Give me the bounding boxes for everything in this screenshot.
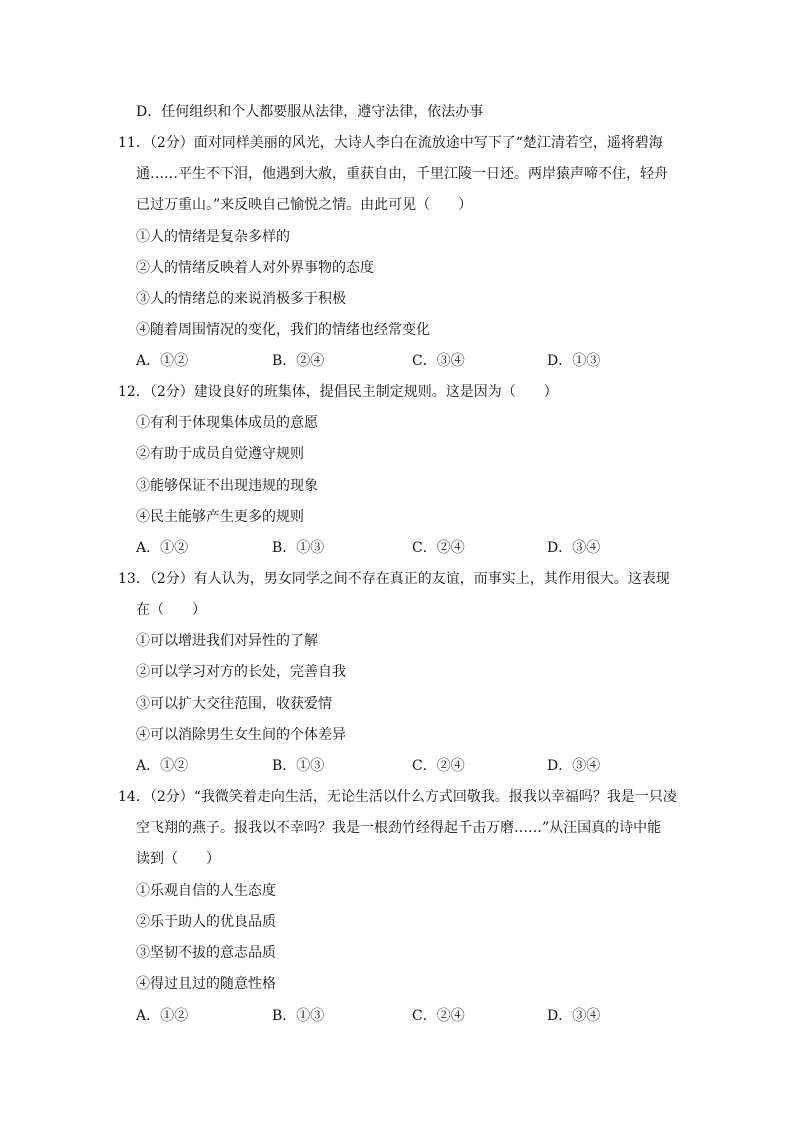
q11-option-d[interactable]: D．①③: [547, 353, 601, 369]
q12-statement-4: ④民主能够产生更多的规则: [136, 509, 304, 525]
q12-options: [136, 538, 696, 558]
q14-statement-2: ②乐于助人的优良品质: [136, 914, 276, 930]
q14-statement-4: ④得过且过的随意性格: [136, 976, 276, 992]
q14-option-d[interactable]: D．③④: [547, 1008, 601, 1024]
q13-stem-line-2: 在（ ）: [136, 602, 206, 618]
q12-statement-3: ③能够保证不出现违规的现象: [136, 478, 318, 494]
q14-option-b[interactable]: B．①③: [272, 1008, 325, 1024]
q12-statement-2: ②有助于成员自觉遵守规则: [136, 446, 304, 462]
q11-option-c[interactable]: C．③④: [412, 353, 465, 369]
q14-option-a[interactable]: A．①②: [136, 1008, 189, 1024]
q12-option-d[interactable]: D．③④: [547, 540, 601, 556]
q13-statement-1: ①可以增进我们对异性的了解: [136, 633, 318, 649]
q12-option-c[interactable]: C．②④: [412, 540, 465, 556]
q14-statement-3: ③坚韧不拔的意志品质: [136, 945, 276, 961]
q11-stem-line-3: 已过万重山。”来反映自己愉悦之情。由此可见（ ）: [136, 197, 473, 213]
q12-stem-line-1: 12．（2分）建设良好的班集体，提倡民主制定规则。这是因为（ ）: [118, 384, 558, 400]
q13-stem-line-1: 13．（2分）有人认为，男女同学之间不存在真正的友谊，而事实上，其作用很大。这表现: [118, 571, 670, 587]
q12-option-b[interactable]: B．①③: [272, 540, 325, 556]
q14-statement-1: ①乐观自信的人生态度: [136, 883, 276, 899]
q13-option-d[interactable]: D．③④: [547, 758, 601, 774]
q11-statement-2: ②人的情绪反映着人对外界事物的态度: [136, 260, 374, 276]
q14-stem-line-1: 14．（2分）“我微笑着走向生活，无论生活以什么方式回敬我。报我以幸福吗？我是一只凌: [118, 789, 677, 805]
q14-options: [136, 1006, 696, 1026]
q11-statement-3: ③人的情绪总的来说消极多于积极: [136, 291, 346, 307]
q13-statement-4: ④可以消除男生女生间的个体差异: [136, 727, 346, 743]
q11-option-a[interactable]: A．①②: [136, 353, 189, 369]
q11-statement-4: ④随着周围情况的变化，我们的情绪也经常变化: [136, 322, 430, 338]
prev-option-d: D．任何组织和个人都要服从法律，遵守法律，依法办事: [136, 104, 484, 120]
q13-option-a[interactable]: A．①②: [136, 758, 189, 774]
q11-stem-line-1: 11．（2分）面对同样美丽的风光，大诗人李白在流放途中写下了“楚江清若空，遥将碧海: [118, 135, 663, 151]
q14-stem-line-2: 空飞翔的燕子。报我以不幸吗？我是一根劲竹经得起千击万磨……”从汪国真的诗中能: [136, 820, 662, 836]
q11-options: [136, 351, 696, 371]
q13-option-b[interactable]: B．①③: [272, 758, 325, 774]
q14-stem-line-3: 读到（ ）: [136, 851, 220, 867]
q12-statement-1: ①有利于体现集体成员的意愿: [136, 415, 318, 431]
q11-stem-line-2: 通……平生不下泪，他遇到大赦，重获自由，千里江陵一日还。两岸猿声啼不住，轻舟: [136, 166, 668, 182]
q13-statement-3: ③可以扩大交往范围，收获爱情: [136, 696, 332, 712]
q11-statement-1: ①人的情绪是复杂多样的: [136, 229, 290, 245]
q13-option-c[interactable]: C．②④: [412, 758, 465, 774]
q13-statement-2: ②可以学习对方的长处，完善自我: [136, 664, 346, 680]
q12-option-a[interactable]: A．①②: [136, 540, 189, 556]
q13-options: [136, 756, 696, 776]
q14-option-c[interactable]: C．②④: [412, 1008, 465, 1024]
q11-option-b[interactable]: B．②④: [272, 353, 325, 369]
